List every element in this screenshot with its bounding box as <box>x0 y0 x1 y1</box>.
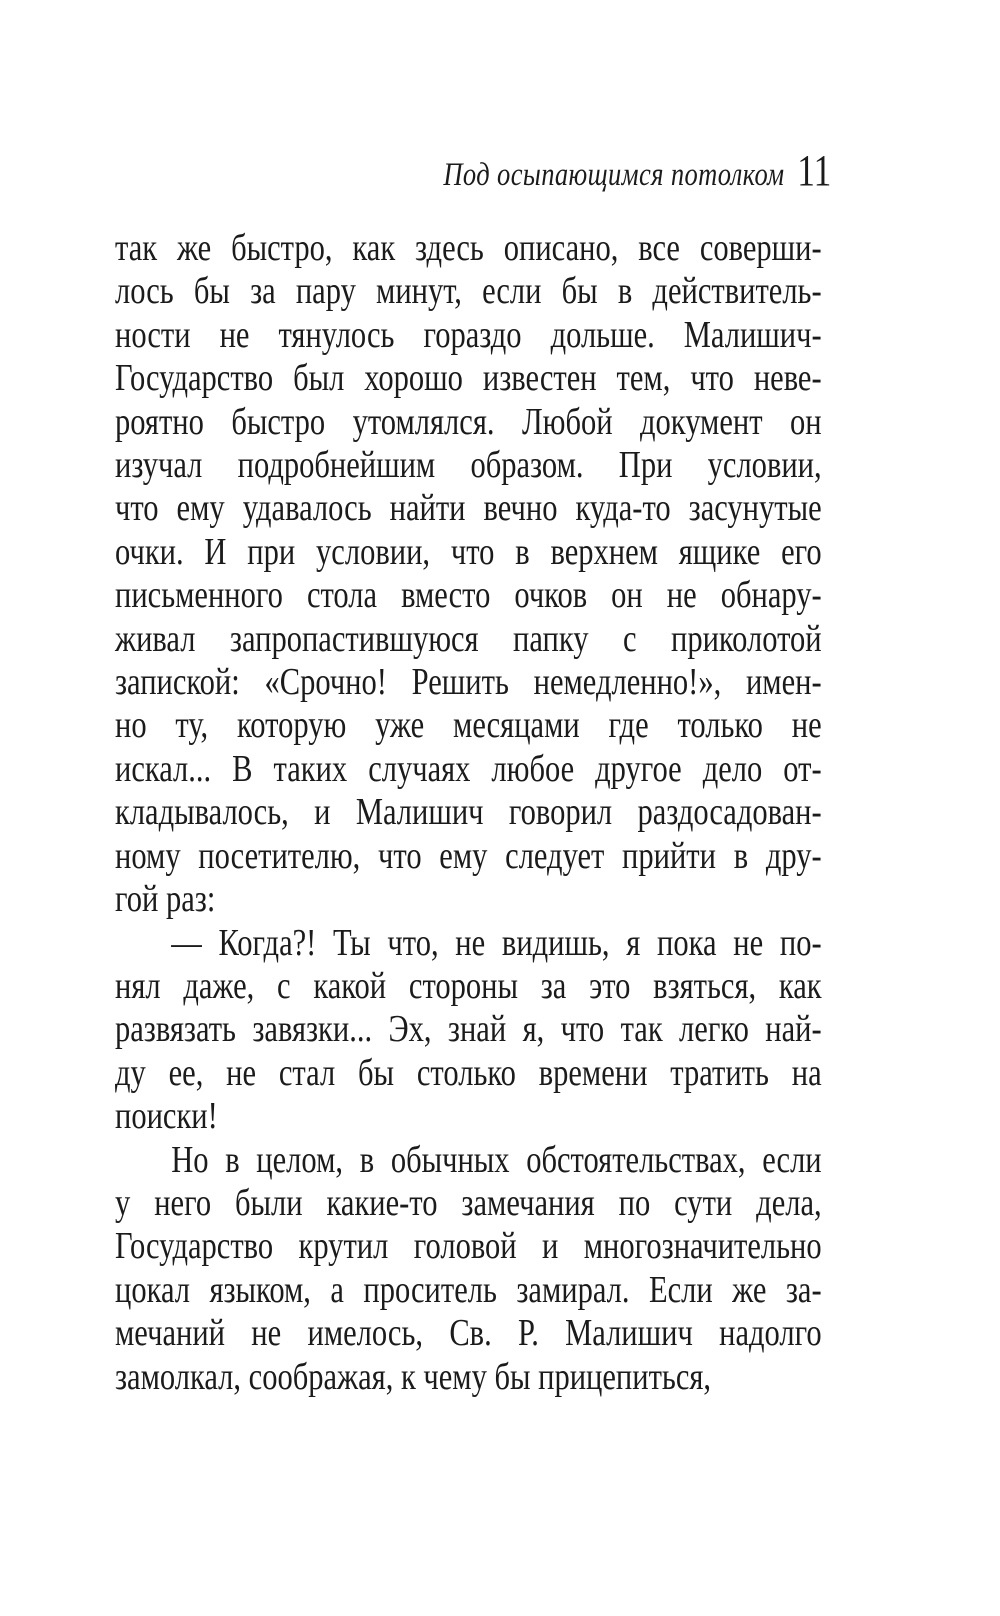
running-head-title: Под осыпающимся потолком <box>443 157 785 193</box>
text-line: очки. И при условии, что в верхнем ящике его <box>115 530 822 573</box>
paragraph <box>115 922 822 1139</box>
text-line: ности не тянулось гораздо дольше. Малишич- <box>115 313 822 356</box>
text-block <box>115 227 822 1399</box>
text-line: у него были какие-то замечания по сути дела, <box>115 1181 822 1224</box>
text-line: Государство крутил головой и многозначительно <box>115 1225 822 1268</box>
text-line: запиской: «Срочно! Решить немедленно!», имен- <box>115 661 822 704</box>
text-line: мечаний не имелось, Св. Р. Малишич надолго <box>115 1312 822 1355</box>
text-line: что ему удавалось найти вечно куда-то засунутые <box>115 487 822 530</box>
text-line: Государство был хорошо известен тем, что неве- <box>115 357 822 400</box>
page-number: 11 <box>797 146 832 195</box>
text-line: нял даже, с какой стороны за это взяться, как <box>115 964 822 1007</box>
text-line: изучал подробнейшим образом. При условии, <box>115 444 822 487</box>
running-head <box>115 147 831 205</box>
text-line: живал запропастившуюся папку с приколотой <box>115 617 822 660</box>
text-line: цокал языком, а проситель замирал. Если же за- <box>115 1268 822 1311</box>
paragraph <box>115 227 822 922</box>
text-line: искал... В таких случаях любое другое дело от- <box>115 747 822 790</box>
text-line: роятно быстро утомлялся. Любой документ он <box>115 400 822 443</box>
text-line: письменного стола вместо очков он не обнару- <box>115 574 822 617</box>
text-line: так же быстро, как здесь описано, все соверши- <box>115 227 822 269</box>
text-line: но ту, которую уже месяцами где только не <box>115 704 822 747</box>
text-line: кладывалось, и Малишич говорил раздосадован- <box>115 791 822 834</box>
text-line: Но в целом, в обычных обстоятельствах, если <box>171 1138 822 1181</box>
text-line: лось бы за пару минут, если бы в действитель- <box>115 270 822 313</box>
text-line: замолкал, соображая, к чему бы прицепиться, <box>115 1355 712 1398</box>
paragraph <box>115 1139 822 1399</box>
text-line: — Когда?! Ты что, не видишь, я пока не по- <box>171 921 822 964</box>
text-line: гой раз: <box>115 878 216 921</box>
text-line: поиски! <box>115 1095 218 1138</box>
text-line: ному посетителю, что ему следует прийти в дру- <box>115 834 822 877</box>
text-line: развязать завязки... Эх, знай я, что так легко най- <box>115 1008 822 1051</box>
text-line: ду ее, не стал бы столько времени тратить на <box>115 1051 822 1094</box>
